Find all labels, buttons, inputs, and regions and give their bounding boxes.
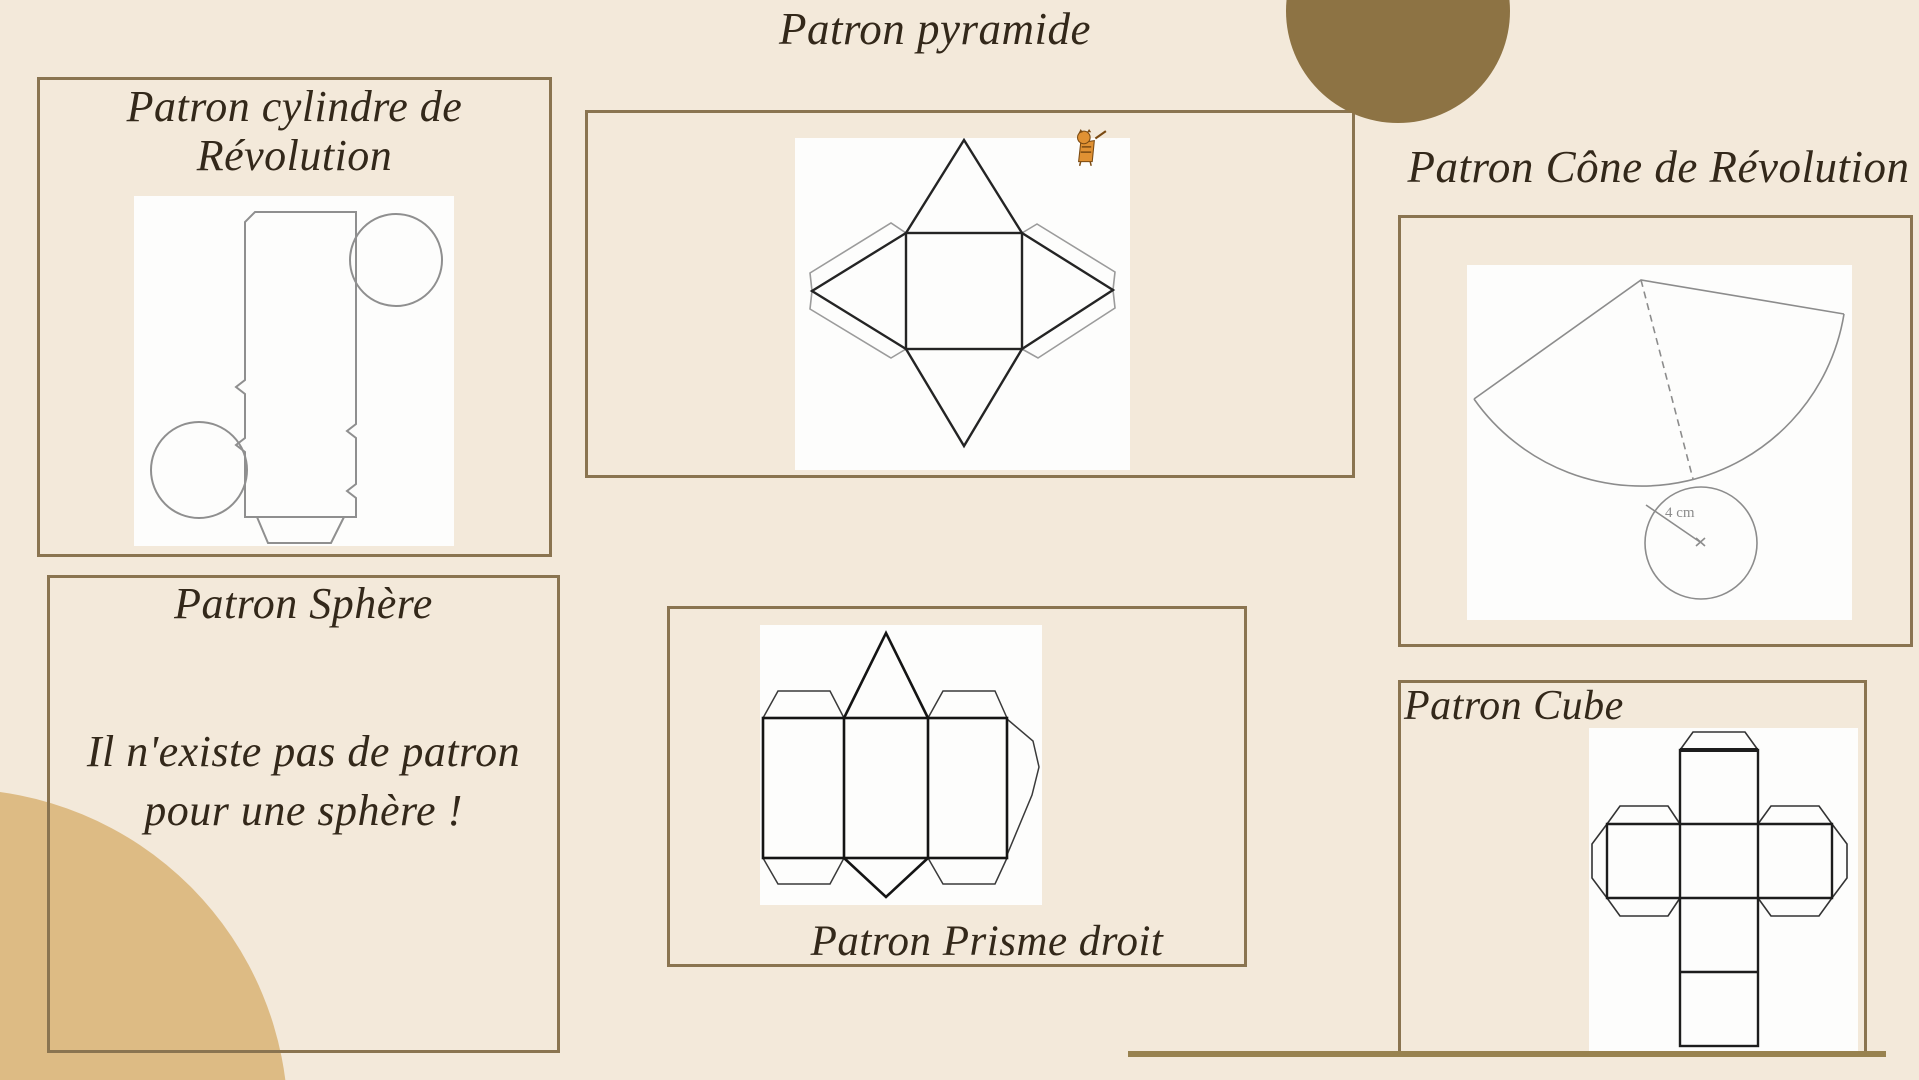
cylinder-net-image [134, 196, 454, 546]
cone-section-title: Patron Cône de Révolution [1407, 142, 1910, 192]
cylinder-net-drawing [134, 196, 454, 546]
sphere-section-title: Patron Sphère [174, 579, 433, 628]
cylinder-title-line2: Révolution [196, 131, 393, 180]
cylinder-section-title [40, 82, 549, 180]
cone-net-drawing [1467, 265, 1852, 620]
tiger-mascot-icon [1066, 128, 1108, 166]
sphere-note [50, 722, 557, 840]
cube-net-image [1589, 728, 1858, 1053]
pyramid-section-title: Patron pyramide [778, 4, 1092, 54]
cone-radius-label: 4 cm [1665, 505, 1695, 521]
pyramid-net-drawing [795, 138, 1130, 470]
sphere-note-line1: Il n'existe pas de patron [86, 727, 521, 776]
sphere-note-line2: pour une sphère ! [144, 786, 463, 835]
cone-net-image [1467, 265, 1852, 620]
prism-net-drawing [760, 625, 1042, 905]
brown-circle-decoration [1286, 0, 1510, 123]
cube-section-title: Patron Cube [1404, 683, 1624, 729]
prism-section-title: Patron Prisme droit [810, 918, 1164, 965]
bottom-horizontal-rule [1128, 1051, 1886, 1057]
pyramid-net-image [795, 138, 1130, 470]
prism-net-image [760, 625, 1042, 905]
cube-net-drawing [1589, 728, 1858, 1053]
cylinder-title-line1: Patron cylindre de [126, 82, 463, 131]
